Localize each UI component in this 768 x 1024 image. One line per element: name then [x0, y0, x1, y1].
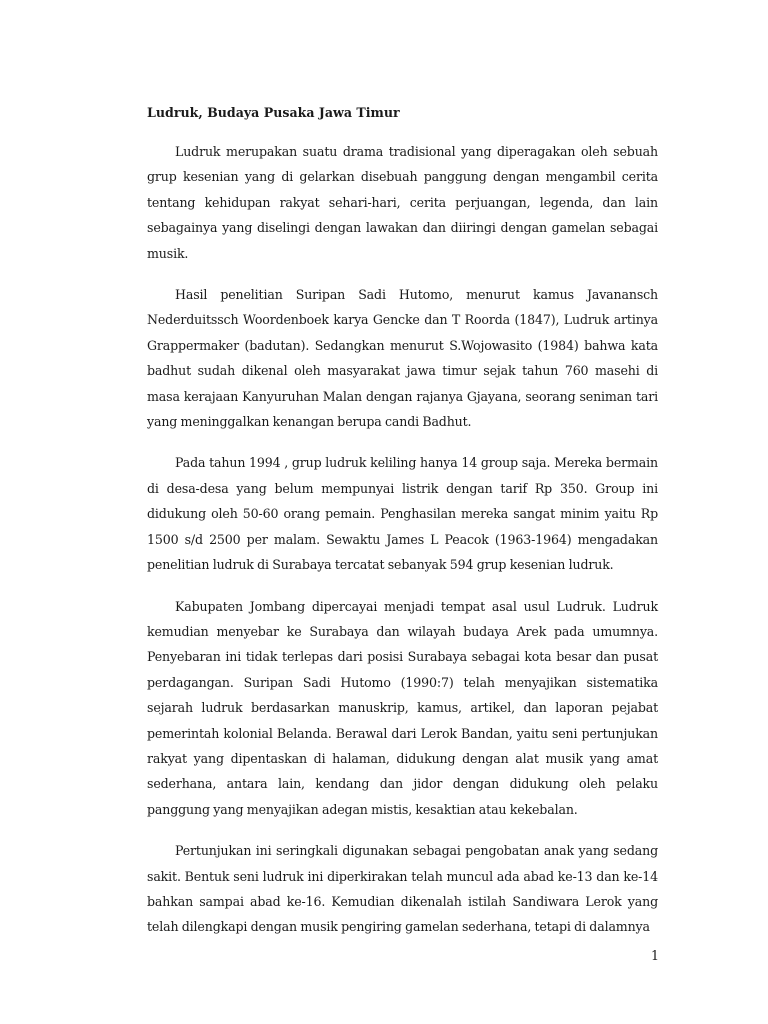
page-number: 1: [650, 948, 659, 963]
paragraph: Ludruk merupakan suatu drama tradisional yang diperagakan oleh sebuah grup kesenian yang di gelarkan disebuah panggung dengan mengambil cerita tentang kehidupan rakyat sehari-hari, cerita perjuangan, legenda, dan lain sebagainya yang diselingi dengan lawakan dan diiringi dengan gamelan sebagai musik.: [147, 144, 658, 261]
paragraph: Pada tahun 1994 , grup ludruk keliling hanya 14 group saja. Mereka bermain di desa-desa yang belum mempunyai listrik dengan tarif Rp 350. Group ini didukung oleh 50-60 orang pemain. Penghasilan mereka sangat minim yaitu Rp 1500 s/d 2500 per malam. Sewaktu James L Peacok (1963-1964) mengadakan penelitian ludruk di Surabaya tercatat sebanyak 594 grup kesenian ludruk.: [147, 455, 658, 573]
document-body: [147, 103, 658, 956]
paragraph: Pertunjukan ini seringkali digunakan sebagai pengobatan anak yang sedang sakit. Bentuk seni ludruk ini diperkirakan telah muncul ada abad ke-13 dan ke-14 bahkan sampai abad ke-16. Kemudian dikenalah istilah Sandiwara Lerok yang telah dilengkapi dengan musik pengiring gamelan sederhana, tetapi di dalamnya: [147, 843, 658, 935]
document-title: Ludruk, Budaya Pusaka Jawa Timur: [147, 105, 400, 120]
paragraph: Kabupaten Jombang dipercayai menjadi tempat asal usul Ludruk. Ludruk kemudian menyebar ke Surabaya dan wilayah budaya Arek pada umumnya. Penyebaran ini tidak terlepas dari posisi Surabaya sebagai kota besar dan pusat perdagangan. Suripan Sadi Hutomo (1990:7) telah menyajikan sistematika sejarah ludruk berdasarkan manuskrip, kamus, artikel, dan laporan pejabat pemerintah kolonial Belanda. Berawal dari Lerok Bandan, yaitu seni pertunjukan rakyat yang dipentaskan di halaman, didukung dengan alat musik yang amat sederhana, antara lain, kendang dan jidor dengan didukung oleh pelaku panggung yang menyajikan adegan mistis, kesaktian atau kekebalan.: [147, 598, 658, 817]
paragraph: Hasil penelitian Suripan Sadi Hutomo, menurut kamus Javanansch Nederduitssch Woordenboek karya Gencke dan T Roorda (1847), Ludruk artinya Grappermaker (badutan). Sedangkan menurut S.Wojowasito (1984) bahwa kata badhut sudah dikenal oleh masyarakat jawa timur sejak tahun 760 masehi di masa kerajaan Kanyuruhan Malan dengan rajanya Gjayana, seorang seniman tari yang meninggalkan kenangan berupa candi Badhut.: [147, 287, 658, 430]
